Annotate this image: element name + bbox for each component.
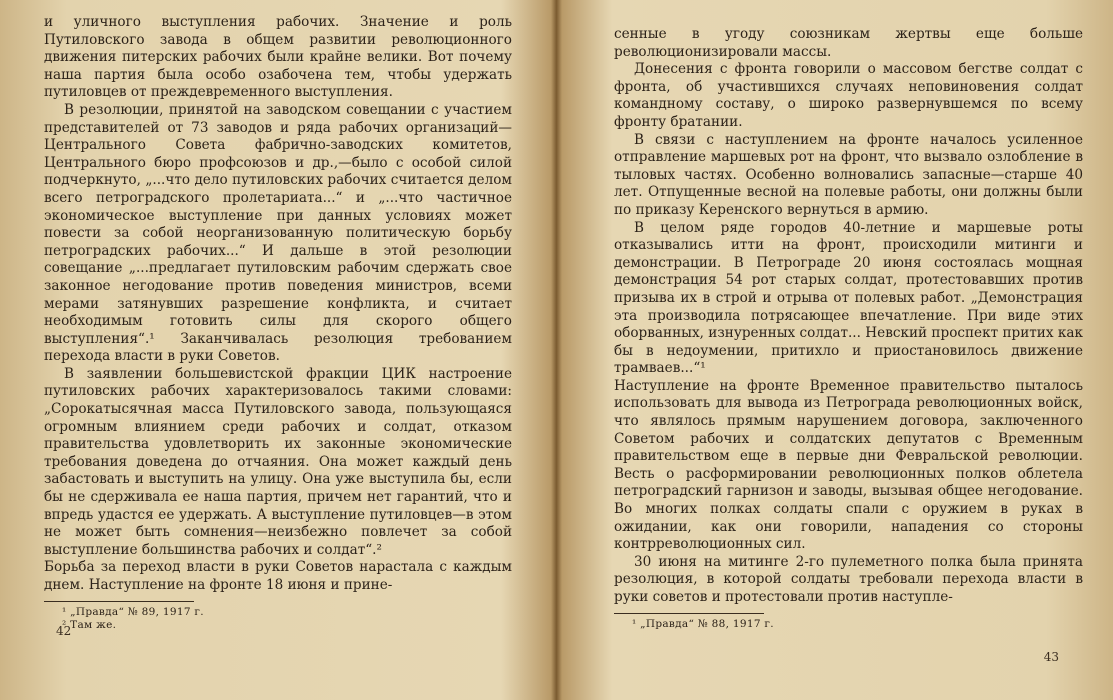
right-footnote-1: ¹ „Правда“ № 88, 1917 г. [632, 617, 774, 630]
left-page [0, 0, 552, 700]
right-page-number: 43 [1043, 650, 1059, 664]
right-paragraph-6: 30 июня на митинге 2-го пулеметного полка была принята резолюция, в которой солдаты требовали перехода власти в руки советов и протестовали против наступле- [614, 553, 1083, 605]
left-footnote-1: ¹ „Правда“ № 89, 1917 г. [62, 605, 204, 618]
left-footnotes [44, 601, 512, 632]
left-page-number: 42 [56, 624, 72, 638]
footnote-rule [614, 613, 764, 614]
right-footnotes [614, 613, 1083, 631]
right-page-text [614, 26, 1083, 607]
left-page-text [44, 14, 512, 595]
right-paragraph-2: Донесения с фронта говорили о массовом бегстве солдат с фронта, об участившихся случаях неповиновения солдат командному составу, о широко развернувшемся по всему фронту братании. [614, 61, 1083, 130]
right-page [558, 0, 1113, 700]
left-paragraph-1: и уличного выступления рабочих. Значение и роль Путиловского завода в общем развитии революционного движения питерских рабочих были крайне велики. Вот почему наша партия была особо озабочена тем, чтобы удержать путиловцев от преждевременного выступления. [44, 14, 512, 101]
left-paragraph-2: В резолюции, принятой на заводском совещании с участием представителей от 73 заводов и ряда рабочих организаций—Центрального Совета фабрично-заводских комитетов, Центрального бюро профсоюзов и др.,—было с особой силой подчеркнуто, „...что дело путиловских рабочих считается делом всего петроградского пролетариата...“ и „...что частичное экономическое выступление при данных условиях может повести за собой неорганизованную политическую борьбу петроградских рабочих...“ И дальше в этой резолюции совещание „...предлагает путиловским рабочим сдержать свое законное негодование против поведения министров, всеми мерами затянувших разрешение конфликта, и считает необходимым готовить силы для скорого общего выступления“.¹ Заканчивалась резолюция требованием перехода власти в руки Советов. [44, 101, 512, 365]
right-paragraph-4: В целом ряде городов 40-летние и маршевые роты отказывались итти на фронт, происходили митинги и демонстрации. В Петрограде 20 июня состоялась мощная демонстрация 54 рот старых солдат, протестовавших против призыва их в строй и отрыва от полевых работ. „Демонстрация эта производила потрясающее впечатление. При виде этих оборванных, изнуренных солдат... Невский проспект притих как бы в недоумении, притихло и приостановилось движение трамваев...“¹ [614, 219, 1083, 377]
right-paragraph-3: В связи с наступлением на фронте началось усиленное отправление маршевых рот на фронт, что вызвало озлобление в тыловых частях. Особенно волновались запасные—старше 40 лет. Отпущенные весной на полевые работы, они должны были по приказу Керенского вернуться в армию. [614, 131, 1083, 218]
left-footnote-2: ² Там же. [62, 618, 117, 631]
right-paragraph-5: Наступление на фронте Временное правительство пыталось использовать для вывода из Петрограда революционных войск, что являлось прямым нарушением договора, заключенного Советом рабочих и солдатских депутатов с Временным правительством еще в первые дни Февральской революции. Весть о расформировании революционных полков облетела петроградский гарнизон и заводы, вызывая общее негодование. Во многих полках солдаты спали с оружием в руках в ожидании, как они говорили, нападения со стороны контрреволюционных сил. [614, 377, 1083, 553]
left-paragraph-4: Борьба за переход власти в руки Советов нарастала с каждым днем. Наступление на фронте 18 июня и прине- [44, 559, 512, 593]
right-paragraph-1: сенные в угоду союзникам жертвы еще больше революционизировали массы. [614, 26, 1083, 60]
left-paragraph-3: В заявлении большевистской фракции ЦИК настроение путиловских рабочих характеризовалось такими словами: „Сорокатысячная масса Путиловского завода, пользующаяся огромным влиянием среди рабочих и солдат, отказом правительства удовлетворить их законные экономические требования доведена до отчаяния. Она может каждый день забастовать и выступить на улицу. Она уже выступила бы, если бы не сдерживала ее наша партия, причем нет гарантий, что и впредь удастся ее удержать. А выступление путиловцев—в этом не может быть сомнения—неизбежно повлечет за собой выступление большинства рабочих и солдат“.² [44, 365, 512, 558]
footnote-rule [44, 601, 194, 602]
